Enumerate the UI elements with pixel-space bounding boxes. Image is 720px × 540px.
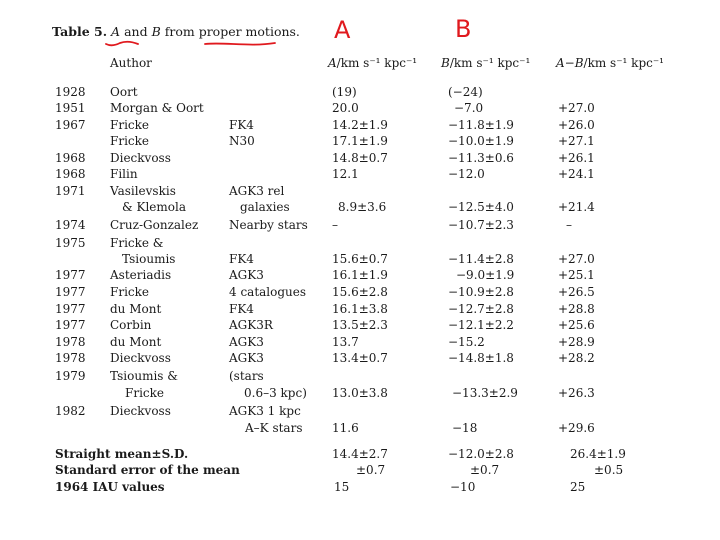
cell-a: 17.1±1.9	[332, 134, 388, 148]
cell-a-minus-b: +24.1	[558, 167, 595, 181]
cell-author: Dieckvoss	[110, 351, 171, 365]
cell-a: 13.0±3.8	[332, 386, 388, 400]
cell-a: 11.6	[332, 421, 359, 435]
cell-catalog: 0.6–3 kpc)	[244, 386, 307, 400]
cell-b: −12.0	[448, 167, 485, 181]
cell-a: 15.6±2.8	[332, 285, 388, 299]
cell-a: 12.1	[332, 167, 359, 181]
cell-a-minus-b: +29.6	[558, 421, 595, 435]
cell-a-minus-b: +26.0	[558, 118, 595, 132]
cell-author: Dieckvoss	[110, 151, 171, 165]
cell-a-minus-b: +27.0	[558, 252, 595, 266]
cell-b: −14.8±1.8	[448, 351, 514, 365]
caption-rest: from proper motions.	[164, 24, 300, 39]
cell-author: Fricke	[125, 386, 164, 400]
cell-author: Corbin	[110, 318, 152, 332]
cell-catalog: N30	[229, 134, 255, 148]
cell-b: −10.0±1.9	[448, 134, 514, 148]
table-row	[0, 251, 720, 267]
cell-year: 1977	[55, 285, 86, 299]
cell-a: 16.1±1.9	[332, 268, 388, 282]
table-row	[0, 350, 720, 366]
table-row	[0, 117, 720, 133]
cell-year: 1979	[55, 369, 86, 383]
cell-catalog: AGK3	[229, 268, 264, 282]
table-row	[0, 284, 720, 300]
cell-b: (−24)	[448, 85, 483, 99]
table-row	[0, 166, 720, 182]
summary-row	[0, 479, 720, 495]
header-ab-unit: /km s⁻¹ kpc⁻¹	[583, 56, 664, 70]
handwritten-a-label: A	[334, 16, 351, 44]
table-row	[0, 84, 720, 100]
cell-author: Tsioumis &	[110, 369, 178, 383]
table-row	[0, 150, 720, 166]
table-row	[0, 301, 720, 317]
cell-a-minus-b: +25.6	[558, 318, 595, 332]
cell-year: 1968	[55, 167, 86, 181]
cell-a-minus-b: +27.0	[558, 101, 595, 115]
cell-a-minus-b: +26.1	[558, 151, 595, 165]
table-row	[0, 100, 720, 116]
cell-a: 20.0	[332, 101, 359, 115]
cell-a: 8.9±3.6	[338, 200, 387, 214]
header-b-symbol: B	[441, 56, 450, 70]
cell-year: 1977	[55, 302, 86, 316]
header-ab-symbol: A−B	[556, 56, 584, 70]
cell-a-minus-b: +21.4	[558, 200, 595, 214]
cell-catalog: AGK3 1 kpc	[229, 404, 301, 418]
cell-a-minus-b: +26.5	[558, 285, 595, 299]
cell-a: (19)	[332, 85, 357, 99]
cell-author: Dieckvoss	[110, 404, 171, 418]
cell-a: 15.6±0.7	[332, 252, 388, 266]
summary-a-minus-b: 25	[570, 480, 586, 494]
cell-catalog: Nearby stars	[229, 218, 308, 232]
cell-author: Fricke	[110, 134, 149, 148]
handwritten-b-label: B	[455, 15, 472, 43]
summary-b: −12.0±2.8	[448, 447, 514, 461]
summary-label: 1964 IAU values	[55, 480, 165, 494]
table-row	[0, 217, 720, 233]
cell-year: 1974	[55, 218, 86, 232]
cell-catalog: AGK3	[229, 335, 264, 349]
table-row	[0, 133, 720, 149]
cell-a-minus-b: +26.3	[558, 386, 595, 400]
cell-author: Vasilevskis	[110, 184, 176, 198]
summary-a: 14.4±2.7	[332, 447, 388, 461]
cell-year: 1967	[55, 118, 86, 132]
cell-b: −13.3±2.9	[452, 386, 518, 400]
table-row	[0, 385, 720, 401]
cell-author: du Mont	[110, 302, 162, 316]
cell-catalog: AGK3	[229, 351, 264, 365]
cell-b: −12.1±2.2	[448, 318, 514, 332]
table-row	[0, 317, 720, 333]
cell-a-minus-b: +25.1	[558, 268, 595, 282]
cell-catalog: galaxies	[240, 200, 290, 214]
table-row	[0, 183, 720, 199]
cell-catalog: FK4	[229, 118, 254, 132]
cell-author: Fricke &	[110, 236, 164, 250]
cell-b: −11.3±0.6	[448, 151, 514, 165]
summary-a-minus-b: ±0.5	[594, 463, 624, 477]
summary-b: −10	[450, 480, 476, 494]
cell-catalog: FK4	[229, 252, 254, 266]
summary-a: ±0.7	[356, 463, 386, 477]
cell-a: 14.8±0.7	[332, 151, 388, 165]
cell-catalog: AGK3R	[229, 318, 273, 332]
cell-year: 1982	[55, 404, 86, 418]
table-row	[0, 403, 720, 419]
summary-b: ±0.7	[470, 463, 500, 477]
header-a-symbol: A	[328, 56, 337, 70]
cell-a: 16.1±3.8	[332, 302, 388, 316]
cell-year: 1975	[55, 236, 86, 250]
cell-year: 1951	[55, 101, 86, 115]
header-b	[441, 56, 530, 70]
header-a	[328, 56, 417, 70]
cell-author: Morgan & Oort	[110, 101, 204, 115]
cell-b: −11.4±2.8	[448, 252, 514, 266]
table-row	[0, 420, 720, 436]
header-author: Author	[110, 56, 152, 70]
cell-year: 1977	[55, 268, 86, 282]
red-underline-a	[106, 42, 138, 46]
table-row	[0, 368, 720, 384]
cell-b: −10.9±2.8	[448, 285, 514, 299]
cell-year: 1978	[55, 335, 86, 349]
cell-catalog: 4 catalogues	[229, 285, 307, 299]
summary-row	[0, 462, 720, 478]
caption-and: and	[124, 24, 148, 39]
cell-b: −15.2	[448, 335, 485, 349]
table-row	[0, 199, 720, 215]
cell-author: Filin	[110, 167, 138, 181]
cell-b: −7.0	[454, 101, 484, 115]
cell-author: Asteriadis	[110, 268, 172, 282]
cell-catalog: A–K stars	[245, 421, 303, 435]
cell-year: 1977	[55, 318, 86, 332]
summary-row	[0, 446, 720, 462]
red-underline-b	[205, 43, 275, 45]
cell-b: −12.5±4.0	[448, 200, 514, 214]
cell-catalog: AGK3 rel	[229, 184, 285, 198]
cell-year: 1928	[55, 85, 86, 99]
cell-b: −12.7±2.8	[448, 302, 514, 316]
cell-year: 1978	[55, 351, 86, 365]
cell-a-minus-b: –	[566, 218, 572, 232]
summary-a-minus-b: 26.4±1.9	[570, 447, 626, 461]
summary-label: Straight mean±S.D.	[55, 447, 189, 461]
cell-catalog: (stars	[229, 369, 264, 383]
table-row	[0, 235, 720, 251]
cell-author: Tsioumis	[122, 252, 176, 266]
cell-b: −10.7±2.3	[448, 218, 514, 232]
cell-a: 14.2±1.9	[332, 118, 388, 132]
table-number: Table 5.	[52, 24, 108, 39]
cell-year: 1971	[55, 184, 86, 198]
cell-author: Fricke	[110, 118, 149, 132]
cell-year: 1968	[55, 151, 86, 165]
cell-a: –	[332, 218, 338, 232]
cell-a-minus-b: +28.8	[558, 302, 595, 316]
cell-b: −9.0±1.9	[456, 268, 515, 282]
header-a-minus-b	[556, 56, 664, 70]
cell-catalog: FK4	[229, 302, 254, 316]
cell-b: −11.8±1.9	[448, 118, 514, 132]
cell-author: Oort	[110, 85, 138, 99]
summary-label: Standard error of the mean	[55, 463, 240, 477]
table-row	[0, 334, 720, 350]
cell-b: −18	[452, 421, 478, 435]
header-a-unit: /km s⁻¹ kpc⁻¹	[336, 56, 418, 70]
cell-author: Cruz-Gonzalez	[110, 218, 199, 232]
cell-author: & Klemola	[122, 200, 186, 214]
cell-author: Fricke	[110, 285, 149, 299]
header-b-unit: /km s⁻¹ kpc⁻¹	[449, 56, 531, 70]
cell-a-minus-b: +28.9	[558, 335, 595, 349]
cell-a-minus-b: +27.1	[558, 134, 595, 148]
caption-symbol-a: A	[111, 24, 121, 39]
caption-symbol-b: B	[151, 24, 161, 39]
cell-a-minus-b: +28.2	[558, 351, 595, 365]
cell-a: 13.5±2.3	[332, 318, 388, 332]
table-row	[0, 267, 720, 283]
cell-author: du Mont	[110, 335, 162, 349]
summary-a: 15	[334, 480, 350, 494]
cell-a: 13.7	[332, 335, 359, 349]
cell-a: 13.4±0.7	[332, 351, 388, 365]
